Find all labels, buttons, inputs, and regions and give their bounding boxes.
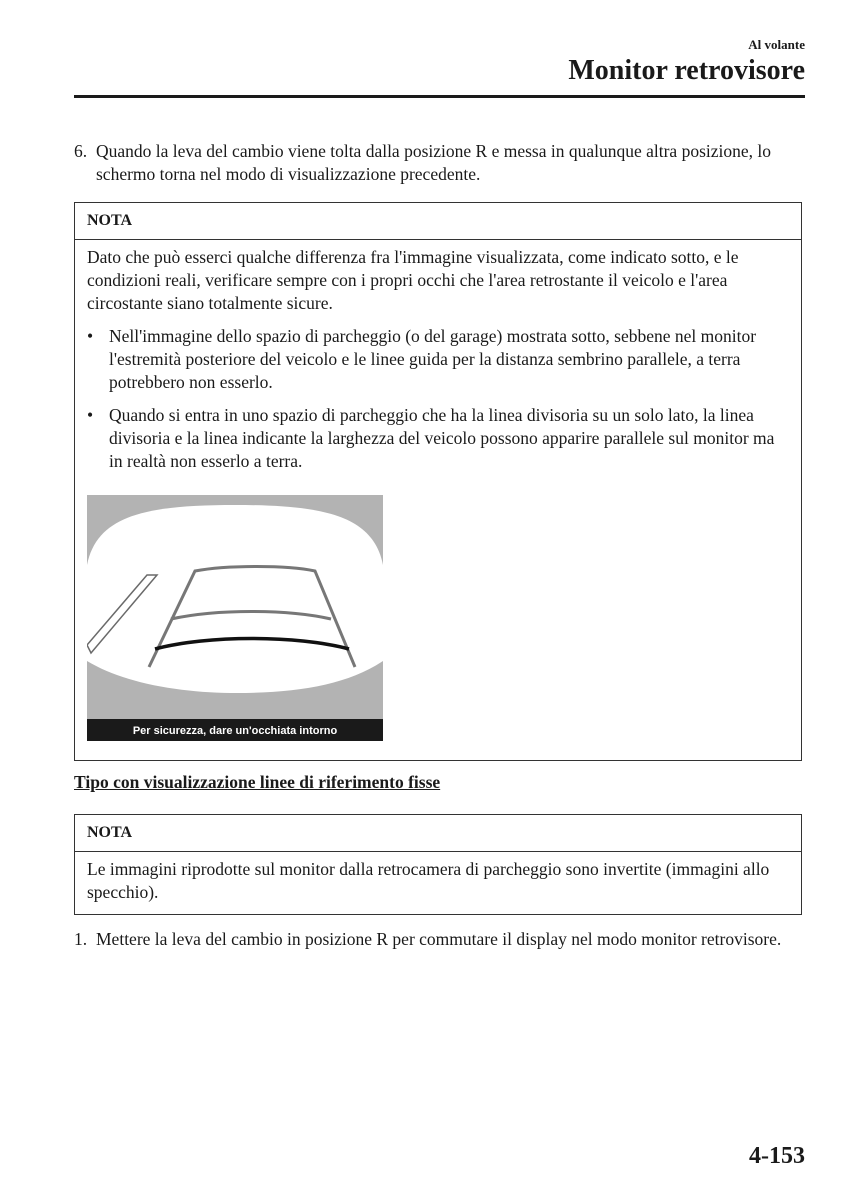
bullet-glyph: • <box>87 405 94 425</box>
step-number: 6. <box>74 141 88 161</box>
note-text: Le immagini riprodotte sul monitor dalla retrocamera di parcheggio sono invertite (immagini allo specchio). <box>87 859 770 902</box>
section-subheading: Tipo con visualizzazione linee di riferimento fisse <box>74 772 441 792</box>
note-heading: NOTA <box>75 203 801 240</box>
bullet-text: Nell'immagine dello spazio di parcheggio (o del garage) mostrata sotto, sebbene nel monitor l'estremità posteriore del veicolo e le linee guida per la distanza sembrino parallele, a terra potrebbero non esserlo. <box>109 326 757 392</box>
step-text: Mettere la leva del cambio in posizione R per commutare il display nel modo monitor retrovisore. <box>96 929 782 949</box>
bullet-glyph: • <box>87 326 94 346</box>
note-intro: Dato che può esserci qualche differenza fra l'immagine visualizzata, come indicato sotto, e le condizioni reali, verificare sempre con i propri occhi che l'area retrostante il veicolo e l'area circostante siano totalmente sicure. <box>87 247 739 313</box>
bullet-text: Quando si entra in uno spazio di parcheggio che ha la linea divisoria su un solo lato, la linea divisoria e la linea indicante la larghezza del veicolo possono apparire parallele sul monitor ma in realtà non esserlo a terra. <box>109 405 775 471</box>
step-1 <box>74 928 794 951</box>
list-item <box>87 325 781 394</box>
caption-text: Per sicurezza, dare un'occhiata intorno <box>132 725 338 737</box>
title-rule <box>74 95 805 98</box>
note-body <box>75 240 801 493</box>
section-label: Al volante <box>748 37 805 52</box>
step-6 <box>74 140 794 186</box>
step-text: Quando la leva del cambio viene tolta dalla posizione R e messa in qualunque altra posizione, lo schermo torna nel modo di visualizzazione precedente. <box>96 141 772 184</box>
note-body <box>75 852 801 914</box>
page-title: Monitor retrovisore <box>568 55 805 86</box>
note-box <box>74 814 802 915</box>
note-box <box>74 202 802 761</box>
list-item <box>87 404 781 473</box>
rear-camera-svg <box>87 495 383 741</box>
step-number: 1. <box>74 929 88 949</box>
note-bullet-list <box>87 325 781 473</box>
note-heading: NOTA <box>75 815 801 852</box>
rear-camera-illustration <box>87 495 383 741</box>
page-number: 4-153 <box>749 1143 805 1169</box>
monitor-view-area <box>87 505 383 695</box>
